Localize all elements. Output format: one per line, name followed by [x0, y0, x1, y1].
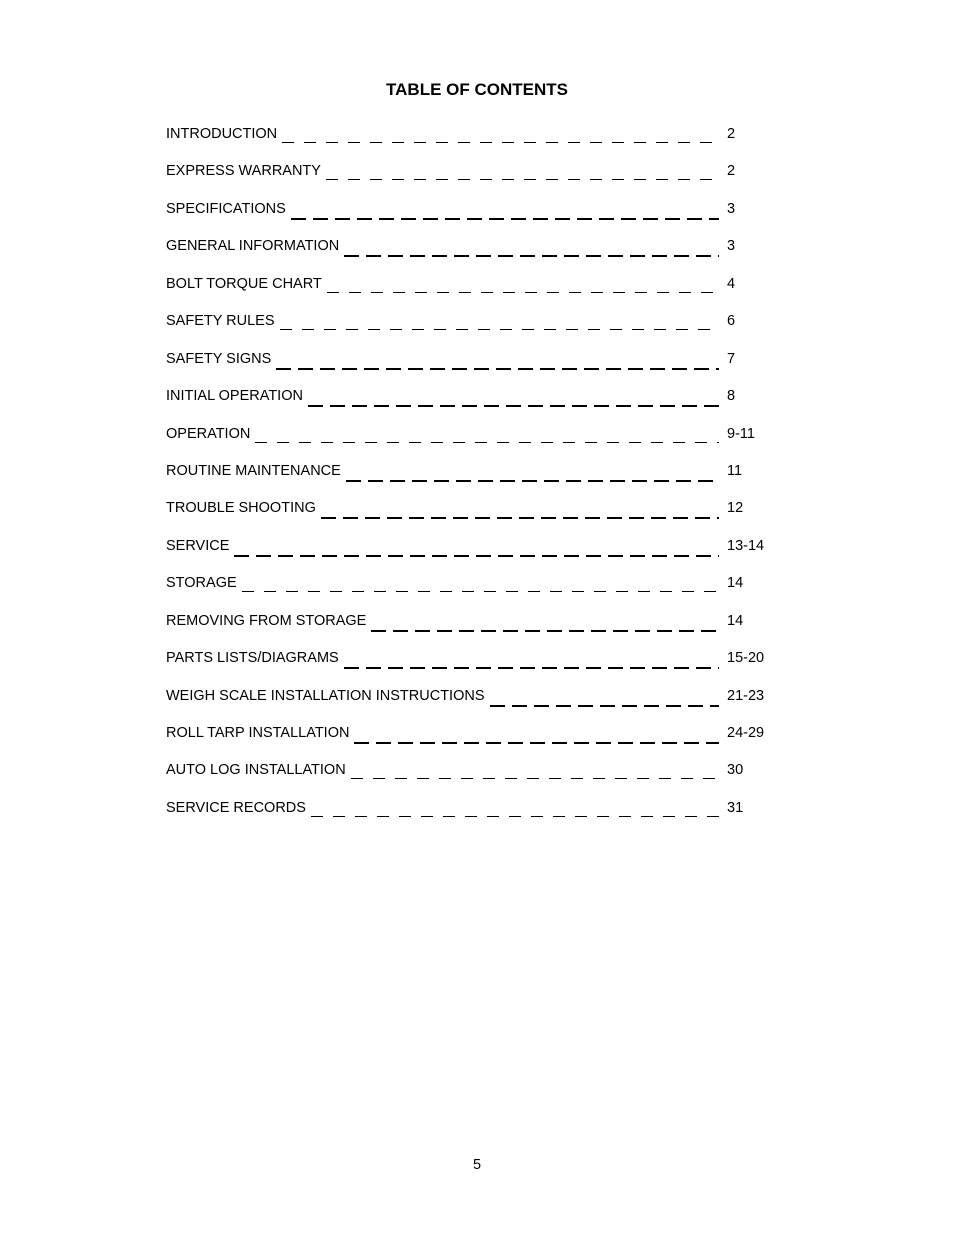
toc-entry — [166, 349, 776, 386]
dot-leader — [371, 630, 719, 632]
dot-leader — [242, 591, 719, 592]
toc-entry — [166, 236, 776, 273]
toc-entry-label: PARTS LISTS/DIAGRAMS — [166, 650, 342, 666]
toc-entry-label: SAFETY SIGNS — [166, 351, 274, 367]
toc-entry-label: GENERAL INFORMATION — [166, 238, 342, 254]
table-of-contents — [166, 124, 776, 835]
toc-entry-page: 4 — [727, 275, 736, 292]
toc-entry — [166, 798, 776, 835]
dot-leader — [346, 480, 719, 482]
toc-entry-page: 21-23 — [727, 687, 765, 704]
page-title: TABLE OF CONTENTS — [386, 80, 568, 99]
toc-entry-page: 12 — [727, 500, 744, 517]
toc-entry-label: INTRODUCTION — [166, 126, 280, 142]
toc-entry-page: 3 — [727, 238, 736, 255]
toc-entry-page: 8 — [727, 388, 736, 405]
toc-entry — [166, 274, 776, 311]
toc-entry-page: 14 — [727, 575, 744, 592]
dot-leader — [344, 255, 719, 257]
toc-entry — [166, 161, 776, 198]
toc-entry-label: EXPRESS WARRANTY — [166, 163, 324, 179]
toc-entry-page: 7 — [727, 350, 736, 367]
toc-entry-label: WEIGH SCALE INSTALLATION INSTRUCTIONS — [166, 688, 488, 704]
dot-leader — [280, 329, 719, 330]
toc-entry-page: 2 — [727, 163, 736, 180]
toc-entry-page: 14 — [727, 612, 744, 629]
toc-entry-label: TROUBLE SHOOTING — [166, 500, 319, 516]
page-number: 5 — [472, 1157, 482, 1173]
toc-entry — [166, 461, 776, 498]
toc-entry-label: OPERATION — [166, 426, 253, 442]
dot-leader — [354, 742, 719, 744]
dot-leader — [490, 705, 719, 707]
toc-entry — [166, 124, 776, 161]
dot-leader — [291, 218, 719, 220]
toc-entry — [166, 199, 776, 236]
dot-leader — [327, 292, 719, 293]
toc-entry-page: 9-11 — [727, 425, 755, 442]
toc-entry-page: 30 — [727, 762, 744, 779]
toc-entry-page: 2 — [727, 126, 736, 142]
toc-entry — [166, 611, 776, 648]
dot-leader — [344, 667, 719, 669]
dot-leader — [351, 778, 719, 779]
toc-entry-label: INITIAL OPERATION — [166, 388, 306, 404]
toc-entry-label: STORAGE — [166, 575, 240, 591]
dot-leader — [311, 816, 719, 817]
toc-entry-page: 3 — [727, 200, 736, 217]
toc-entry-page: 15-20 — [727, 650, 765, 667]
dot-leader — [326, 179, 719, 180]
toc-entry — [166, 311, 776, 348]
toc-entry-page: 24-29 — [727, 725, 765, 741]
toc-entry — [166, 498, 776, 535]
dot-leader — [321, 517, 719, 519]
toc-entry-label: AUTO LOG INSTALLATION — [166, 762, 349, 778]
toc-entry-label: SPECIFICATIONS — [166, 201, 289, 217]
toc-entry — [166, 386, 776, 423]
toc-entry-label: ROLL TARP INSTALLATION — [166, 725, 352, 741]
toc-entry — [166, 723, 776, 760]
toc-entry-label: SERVICE — [166, 538, 232, 554]
dot-leader — [282, 142, 719, 143]
toc-entry-label: BOLT TORQUE CHART — [166, 276, 325, 292]
toc-entry — [166, 760, 776, 797]
toc-entry — [166, 536, 776, 573]
toc-entry-label: REMOVING FROM STORAGE — [166, 613, 369, 629]
dot-leader — [234, 555, 719, 557]
toc-entry — [166, 573, 776, 610]
toc-entry-label: SAFETY RULES — [166, 313, 278, 329]
toc-entry-page: 6 — [727, 313, 736, 330]
dot-leader — [276, 368, 719, 370]
toc-entry — [166, 648, 776, 685]
toc-entry-label: ROUTINE MAINTENANCE — [166, 463, 344, 479]
toc-entry-page: 13-14 — [727, 537, 765, 554]
toc-entry-page: 31 — [727, 799, 744, 816]
toc-entry — [166, 424, 776, 461]
dot-leader — [255, 442, 719, 443]
toc-entry — [166, 686, 776, 723]
dot-leader — [308, 405, 719, 407]
toc-entry-label: SERVICE RECORDS — [166, 800, 309, 816]
toc-entry-page: 11 — [727, 462, 743, 479]
